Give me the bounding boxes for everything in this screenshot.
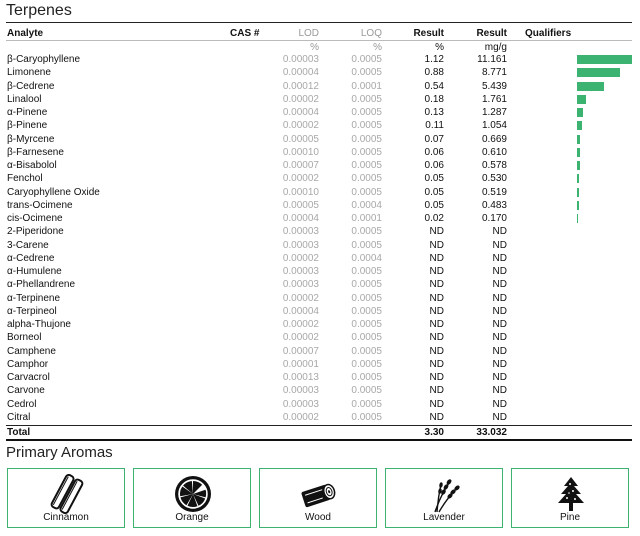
lod-value: 0.00003: [282, 239, 319, 251]
analyte-name: Fenchol: [7, 173, 43, 185]
loq-value: 0.0004: [351, 252, 382, 264]
lod-value: 0.00007: [282, 345, 319, 357]
pine-icon: [551, 474, 591, 514]
unit-loq: %: [373, 42, 382, 53]
lod-value: 0.00003: [282, 226, 319, 238]
section-title: Terpenes: [6, 2, 72, 19]
result-mg: 0.519: [481, 186, 507, 198]
loq-value: 0.0005: [351, 107, 382, 118]
lod-value: 0.00003: [282, 266, 319, 277]
result-mg: 0.170: [481, 213, 507, 224]
result-mg: ND: [492, 372, 507, 383]
lod-value: 0.00002: [282, 93, 319, 105]
result-pct: 0.06: [424, 146, 444, 158]
aromas-panel: [7, 468, 633, 530]
analyte-name: β-Caryophyllene: [7, 54, 81, 65]
qualifier-bar: [577, 95, 586, 104]
lod-value: 0.00002: [282, 252, 319, 264]
lod-value: 0.00004: [282, 213, 319, 224]
table-row: [0, 265, 640, 278]
result-mg: ND: [492, 332, 507, 344]
loq-value: 0.0005: [351, 120, 382, 132]
header-analyte: Analyte: [7, 28, 44, 39]
lod-value: 0.00004: [282, 67, 319, 79]
table-row: [0, 146, 640, 159]
aroma-label: Lavender: [423, 512, 465, 523]
analyte-name: 3-Carene: [7, 239, 49, 251]
result-pct: ND: [429, 398, 444, 410]
table-row: [0, 199, 640, 212]
result-pct: 0.13: [424, 107, 444, 118]
aroma-card-orange: [133, 468, 251, 528]
loq-value: 0.0005: [351, 93, 382, 105]
loq-value: 0.0005: [351, 372, 382, 383]
lavender-icon: [425, 474, 465, 514]
loq-value: 0.0005: [351, 358, 382, 370]
lod-value: 0.00004: [282, 107, 319, 118]
result-pct: ND: [429, 385, 444, 397]
table-row: [0, 292, 640, 305]
result-mg: ND: [492, 358, 507, 370]
table-row: [0, 358, 640, 371]
table-row: [0, 371, 640, 384]
qualifier-bar: [577, 214, 578, 223]
lod-value: 0.00003: [282, 385, 319, 397]
aroma-card-cinnamon: [7, 468, 125, 528]
result-mg: ND: [492, 239, 507, 251]
lod-value: 0.00002: [282, 332, 319, 344]
analyte-name: α-Terpinene: [7, 292, 61, 304]
loq-value: 0.0005: [351, 385, 382, 397]
table-row: [0, 66, 640, 79]
loq-value: 0.0005: [351, 266, 382, 277]
loq-value: 0.0001: [351, 80, 382, 92]
loq-value: 0.0005: [351, 226, 382, 238]
loq-value: 0.0005: [351, 398, 382, 410]
header-lod: LOD: [298, 28, 319, 39]
analyte-table: [0, 53, 640, 424]
result-pct: 0.05: [424, 186, 444, 198]
qualifier-bar: [577, 55, 632, 64]
analyte-name: β-Pinene: [7, 120, 48, 132]
table-row: [0, 80, 640, 93]
table-row: [0, 212, 640, 225]
lod-value: 0.00003: [282, 279, 319, 291]
result-pct: ND: [429, 292, 444, 304]
result-mg: ND: [492, 385, 507, 397]
result-mg: ND: [492, 292, 507, 304]
aromas-title: Primary Aromas: [6, 444, 113, 461]
table-row: [0, 106, 640, 119]
table-row: [0, 278, 640, 291]
orange-icon: [173, 474, 213, 514]
result-pct: 0.05: [424, 199, 444, 211]
result-pct: 0.54: [424, 80, 444, 92]
table-row: [0, 159, 640, 172]
result-mg: ND: [492, 345, 507, 357]
result-mg: 8.771: [481, 67, 507, 79]
analyte-name: Camphene: [7, 345, 56, 357]
analyte-name: Linalool: [7, 93, 42, 105]
result-pct: ND: [429, 239, 444, 251]
unit-result-mg: mg/g: [484, 42, 507, 53]
header-result-pct: Result: [413, 28, 444, 39]
header-rule: [6, 40, 632, 41]
unit-result-pct: %: [435, 42, 444, 53]
table-row: [0, 93, 640, 106]
result-mg: 1.054: [481, 120, 507, 132]
lod-value: 0.00002: [282, 292, 319, 304]
result-mg: ND: [492, 411, 507, 423]
qualifier-bar: [577, 174, 579, 183]
result-pct: ND: [429, 226, 444, 238]
result-mg: ND: [492, 279, 507, 291]
result-pct: 0.07: [424, 133, 444, 145]
table-row: [0, 398, 640, 411]
table-row: [0, 133, 640, 146]
analyte-name: Camphor: [7, 358, 49, 370]
analyte-name: Citral: [7, 411, 31, 423]
lod-value: 0.00002: [282, 319, 319, 330]
lod-value: 0.00004: [282, 305, 319, 317]
result-pct: ND: [429, 332, 444, 344]
loq-value: 0.0005: [351, 54, 382, 65]
result-mg: ND: [492, 266, 507, 277]
lod-value: 0.00003: [282, 398, 319, 410]
analyte-name: α-Phellandrene: [7, 279, 76, 291]
analyte-name: Cedrol: [7, 398, 37, 410]
header-cas: CAS #: [230, 28, 260, 39]
header-result-mg: Result: [476, 28, 507, 39]
aroma-label: Wood: [305, 512, 331, 523]
qualifier-bar: [577, 135, 580, 144]
loq-value: 0.0005: [351, 279, 382, 291]
analyte-name: β-Myrcene: [7, 133, 55, 145]
qualifier-bar: [577, 82, 604, 91]
analyte-name: Carvone: [7, 385, 45, 397]
result-pct: ND: [429, 345, 444, 357]
qualifier-bar: [577, 68, 620, 77]
loq-value: 0.0005: [351, 173, 382, 185]
aroma-card-lavender: [385, 468, 503, 528]
analyte-name: alpha-Thujone: [7, 319, 71, 330]
unit-lod: %: [310, 42, 319, 53]
analyte-name: Borneol: [7, 332, 42, 344]
result-pct: ND: [429, 372, 444, 383]
analyte-name: Caryophyllene Oxide: [7, 186, 100, 198]
total-label: Total: [7, 427, 31, 438]
result-mg: ND: [492, 305, 507, 317]
loq-value: 0.0005: [351, 186, 382, 198]
result-mg: ND: [492, 226, 507, 238]
qualifier-bar: [577, 188, 579, 197]
loq-value: 0.0004: [351, 199, 382, 211]
lod-value: 0.00002: [282, 173, 319, 185]
analyte-name: β-Farnesene: [7, 146, 64, 158]
lod-value: 0.00013: [282, 372, 319, 383]
table-row: [0, 172, 640, 185]
loq-value: 0.0005: [351, 319, 382, 330]
analyte-name: Limonene: [7, 67, 51, 79]
aroma-label: Pine: [559, 512, 580, 523]
aroma-label: Cinnamon: [43, 512, 89, 523]
result-pct: ND: [429, 319, 444, 330]
table-row: [0, 318, 640, 331]
loq-value: 0.0001: [351, 213, 382, 224]
table-row: [0, 305, 640, 318]
lod-value: 0.00010: [282, 186, 319, 198]
loq-value: 0.0005: [351, 411, 382, 423]
qualifier-bar: [577, 161, 580, 170]
result-mg: ND: [492, 398, 507, 410]
analyte-name: α-Humulene: [7, 266, 62, 277]
loq-value: 0.0005: [351, 292, 382, 304]
qualifier-bar: [577, 108, 583, 117]
aroma-card-pine: [511, 468, 629, 528]
result-mg: 11.161: [477, 54, 507, 65]
result-pct: 0.18: [424, 93, 444, 105]
result-pct: 0.05: [424, 173, 444, 185]
lod-value: 0.00001: [282, 358, 319, 370]
result-mg: 0.669: [481, 133, 507, 145]
lod-value: 0.00010: [282, 146, 319, 158]
result-pct: 0.11: [425, 120, 444, 132]
title-rule: [6, 22, 632, 23]
loq-value: 0.0005: [351, 133, 382, 145]
total-mg: 33.032: [476, 427, 507, 438]
loq-value: 0.0005: [351, 332, 382, 344]
lod-value: 0.00002: [282, 411, 319, 423]
table-row: [0, 384, 640, 397]
qualifier-bar: [577, 201, 579, 210]
result-mg: 1.761: [481, 93, 507, 105]
lod-value: 0.00002: [282, 120, 319, 132]
result-mg: ND: [492, 319, 507, 330]
analyte-name: α-Bisabolol: [7, 160, 57, 171]
analyte-name: 2-Piperidone: [7, 226, 64, 238]
analyte-name: β-Cedrene: [7, 80, 55, 92]
analyte-name: α-Pinene: [7, 107, 48, 118]
analyte-name: trans-Ocimene: [7, 199, 73, 211]
table-row: [0, 252, 640, 265]
result-pct: 0.88: [424, 67, 444, 79]
table-row: [0, 411, 640, 424]
result-mg: 5.439: [481, 80, 507, 92]
cinnamon-icon: [47, 474, 87, 514]
result-pct: 1.12: [424, 54, 444, 65]
loq-value: 0.0005: [351, 146, 382, 158]
header-qualifiers: Qualifiers: [525, 28, 572, 39]
analyte-name: α-Cedrene: [7, 252, 55, 264]
result-mg: 0.483: [481, 199, 507, 211]
table-row: [0, 53, 640, 66]
loq-value: 0.0005: [351, 160, 382, 171]
result-mg: 0.578: [481, 160, 507, 171]
lod-value: 0.00007: [282, 160, 319, 171]
table-row: [0, 225, 640, 238]
total-pct: 3.30: [424, 427, 444, 438]
analyte-name: α-Terpineol: [7, 305, 57, 317]
result-pct: ND: [429, 305, 444, 317]
aroma-card-wood: [259, 468, 377, 528]
lod-value: 0.00005: [282, 133, 319, 145]
result-mg: 0.530: [481, 173, 507, 185]
loq-value: 0.0005: [351, 345, 382, 357]
result-pct: ND: [429, 358, 444, 370]
table-row: [0, 186, 640, 199]
table-row: [0, 345, 640, 358]
qualifier-bar: [577, 148, 580, 157]
total-bottom-rule: [6, 439, 632, 441]
loq-value: 0.0005: [351, 305, 382, 317]
result-pct: ND: [429, 411, 444, 423]
loq-value: 0.0005: [351, 239, 382, 251]
result-pct: ND: [429, 266, 444, 277]
lod-value: 0.00012: [282, 80, 319, 92]
result-pct: 0.06: [424, 160, 444, 171]
total-row: [0, 426, 640, 439]
result-mg: 1.287: [481, 107, 507, 118]
result-pct: ND: [429, 252, 444, 264]
table-row: [0, 239, 640, 252]
analyte-name: Carvacrol: [7, 372, 50, 383]
wood-icon: [299, 474, 339, 514]
result-pct: 0.02: [424, 213, 444, 224]
table-row: [0, 331, 640, 344]
lod-value: 0.00003: [282, 54, 319, 65]
result-mg: ND: [492, 252, 507, 264]
table-row: [0, 119, 640, 132]
lod-value: 0.00005: [282, 199, 319, 211]
header-loq: LOQ: [360, 28, 382, 39]
qualifier-bar: [577, 121, 582, 130]
result-mg: 0.610: [481, 146, 507, 158]
analyte-name: cis-Ocimene: [7, 213, 63, 224]
aroma-label: Orange: [175, 512, 209, 523]
loq-value: 0.0005: [351, 67, 382, 79]
result-pct: ND: [429, 279, 444, 291]
